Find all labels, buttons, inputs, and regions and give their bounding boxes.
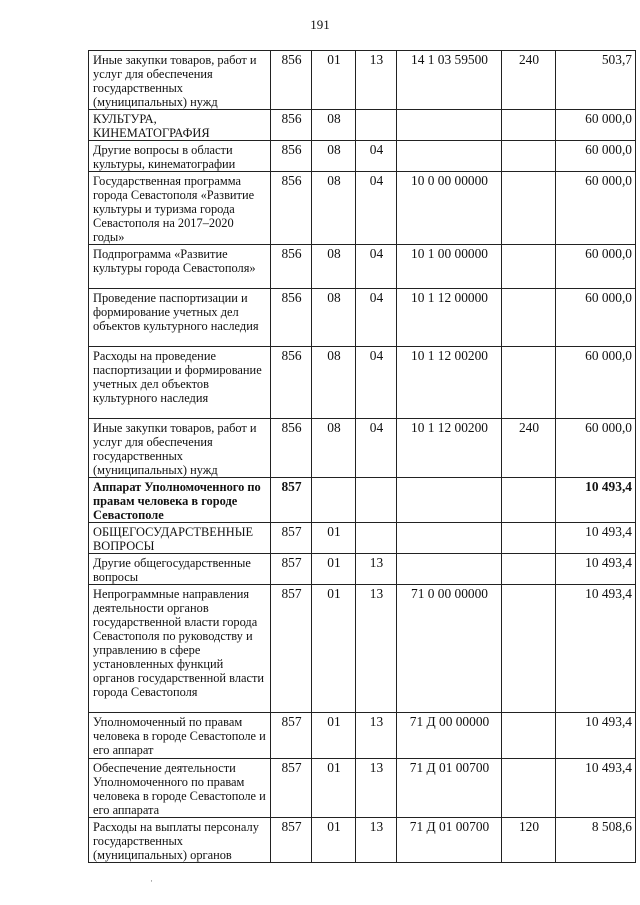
- row-section-cell: [312, 478, 356, 523]
- row-target-article-cell: 10 1 12 00000: [397, 289, 502, 347]
- row-name-cell: КУЛЬТУРА, КИНЕМАТОГРАФИЯ: [89, 110, 271, 141]
- table-row: [89, 172, 636, 245]
- table-row: [89, 554, 636, 585]
- row-grbs-cell: 856: [271, 172, 312, 245]
- row-subsection-cell: 04: [356, 347, 397, 419]
- row-amount-cell: 10 493,4: [556, 585, 636, 713]
- row-grbs-cell: 857: [271, 713, 312, 759]
- row-grbs-cell: 856: [271, 141, 312, 172]
- budget-table: [88, 50, 636, 863]
- row-target-article-cell: [397, 478, 502, 523]
- row-amount-cell: 60 000,0: [556, 141, 636, 172]
- row-grbs-cell: 857: [271, 554, 312, 585]
- row-target-article-cell: 10 1 12 00200: [397, 347, 502, 419]
- row-subsection-cell: 13: [356, 585, 397, 713]
- row-section-cell: 01: [312, 523, 356, 554]
- row-target-article-cell: 10 0 00 00000: [397, 172, 502, 245]
- row-expense-type-cell: [502, 172, 556, 245]
- row-name-cell: Другие вопросы в области культуры, кинематографии: [89, 141, 271, 172]
- row-subsection-cell: [356, 478, 397, 523]
- row-expense-type-cell: [502, 110, 556, 141]
- row-section-cell: 01: [312, 759, 356, 818]
- row-amount-cell: 60 000,0: [556, 419, 636, 478]
- row-target-article-cell: [397, 523, 502, 554]
- row-section-cell: 08: [312, 289, 356, 347]
- row-target-article-cell: 10 1 00 00000: [397, 245, 502, 289]
- row-subsection-cell: [356, 110, 397, 141]
- row-target-article-cell: 71 Д 01 00700: [397, 818, 502, 863]
- table-row: [89, 141, 636, 172]
- table-row: [89, 419, 636, 478]
- row-target-article-cell: 71 Д 00 00000: [397, 713, 502, 759]
- row-expense-type-cell: [502, 759, 556, 818]
- row-name-cell: Уполномоченный по правам человека в городе Севастополе и его аппарат: [89, 713, 271, 759]
- table-row: [89, 759, 636, 818]
- row-section-cell: 08: [312, 172, 356, 245]
- row-section-cell: 01: [312, 818, 356, 863]
- row-name-cell: Подпрограмма «Развитие культуры города Севастополя»: [89, 245, 271, 289]
- page-number: 191: [310, 17, 330, 32]
- row-subsection-cell: 13: [356, 51, 397, 110]
- row-expense-type-cell: 240: [502, 51, 556, 110]
- row-name-cell: Государственная программа города Севастополя «Развитие культуры и туризма города Севастополя на 2017–2020 годы»: [89, 172, 271, 245]
- row-expense-type-cell: [502, 585, 556, 713]
- row-subsection-cell: 04: [356, 419, 397, 478]
- row-subsection-cell: 04: [356, 141, 397, 172]
- table-row: [89, 713, 636, 759]
- row-expense-type-cell: [502, 245, 556, 289]
- row-expense-type-cell: [502, 478, 556, 523]
- row-grbs-cell: 857: [271, 478, 312, 523]
- row-name-cell: Расходы на проведение паспортизации и формирование учетных дел объектов культурного наследия: [89, 347, 271, 419]
- row-section-cell: 08: [312, 110, 356, 141]
- table-row: [89, 478, 636, 523]
- table-row: [89, 347, 636, 419]
- row-expense-type-cell: [502, 554, 556, 585]
- row-amount-cell: 10 493,4: [556, 713, 636, 759]
- row-target-article-cell: 71 Д 01 00700: [397, 759, 502, 818]
- row-grbs-cell: 856: [271, 245, 312, 289]
- row-amount-cell: 60 000,0: [556, 347, 636, 419]
- row-subsection-cell: 04: [356, 245, 397, 289]
- row-target-article-cell: 10 1 12 00200: [397, 419, 502, 478]
- row-section-cell: 08: [312, 419, 356, 478]
- row-target-article-cell: 14 1 03 59500: [397, 51, 502, 110]
- row-expense-type-cell: 120: [502, 818, 556, 863]
- row-target-article-cell: [397, 110, 502, 141]
- row-subsection-cell: 13: [356, 818, 397, 863]
- row-amount-cell: 10 493,4: [556, 554, 636, 585]
- row-grbs-cell: 856: [271, 347, 312, 419]
- row-target-article-cell: 71 0 00 00000: [397, 585, 502, 713]
- row-amount-cell: 60 000,0: [556, 289, 636, 347]
- scan-speck: ·: [150, 876, 153, 886]
- row-amount-cell: 10 493,4: [556, 759, 636, 818]
- row-grbs-cell: 857: [271, 818, 312, 863]
- row-expense-type-cell: [502, 289, 556, 347]
- row-section-cell: 01: [312, 713, 356, 759]
- row-name-cell: Проведение паспортизации и формирование учетных дел объектов культурного наследия: [89, 289, 271, 347]
- row-expense-type-cell: [502, 141, 556, 172]
- row-name-cell: Другие общегосударственные вопросы: [89, 554, 271, 585]
- row-name-cell: Иные закупки товаров, работ и услуг для обеспечения государственных (муниципальных) нужд: [89, 419, 271, 478]
- row-target-article-cell: [397, 141, 502, 172]
- row-target-article-cell: [397, 554, 502, 585]
- row-section-cell: 01: [312, 51, 356, 110]
- row-amount-cell: 8 508,6: [556, 818, 636, 863]
- row-amount-cell: 60 000,0: [556, 172, 636, 245]
- row-subsection-cell: 13: [356, 713, 397, 759]
- row-amount-cell: 10 493,4: [556, 478, 636, 523]
- row-expense-type-cell: [502, 713, 556, 759]
- row-name-cell: Аппарат Уполномоченного по правам человека в городе Севастополе: [89, 478, 271, 523]
- row-amount-cell: 60 000,0: [556, 110, 636, 141]
- row-grbs-cell: 856: [271, 110, 312, 141]
- row-expense-type-cell: [502, 347, 556, 419]
- table-row: [89, 245, 636, 289]
- row-subsection-cell: [356, 523, 397, 554]
- row-name-cell: Расходы на выплаты персоналу государственных (муниципальных) органов: [89, 818, 271, 863]
- row-grbs-cell: 857: [271, 585, 312, 713]
- row-section-cell: 08: [312, 141, 356, 172]
- row-section-cell: 01: [312, 585, 356, 713]
- row-subsection-cell: 04: [356, 172, 397, 245]
- row-subsection-cell: 13: [356, 554, 397, 585]
- table-row: [89, 110, 636, 141]
- row-amount-cell: 503,7: [556, 51, 636, 110]
- row-amount-cell: 60 000,0: [556, 245, 636, 289]
- table-row: [89, 585, 636, 713]
- row-grbs-cell: 856: [271, 419, 312, 478]
- row-name-cell: Обеспечение деятельности Уполномоченного по правам человека в городе Севастополе и его аппарата: [89, 759, 271, 818]
- row-grbs-cell: 857: [271, 523, 312, 554]
- table-row: [89, 523, 636, 554]
- row-section-cell: 01: [312, 554, 356, 585]
- budget-table-body: [89, 51, 636, 863]
- row-name-cell: Иные закупки товаров, работ и услуг для обеспечения государственных (муниципальных) нужд: [89, 51, 271, 110]
- row-section-cell: 08: [312, 347, 356, 419]
- table-row: [89, 51, 636, 110]
- row-subsection-cell: 04: [356, 289, 397, 347]
- row-amount-cell: 10 493,4: [556, 523, 636, 554]
- row-section-cell: 08: [312, 245, 356, 289]
- row-expense-type-cell: 240: [502, 419, 556, 478]
- table-row: [89, 818, 636, 863]
- row-grbs-cell: 857: [271, 759, 312, 818]
- row-grbs-cell: 856: [271, 51, 312, 110]
- row-subsection-cell: 13: [356, 759, 397, 818]
- row-name-cell: Непрограммные направления деятельности органов государственной власти города Севастополя по руководству и управлению в сфере установленных функций органов государственной власти города Севастополя: [89, 585, 271, 713]
- row-grbs-cell: 856: [271, 289, 312, 347]
- table-row: [89, 289, 636, 347]
- row-expense-type-cell: [502, 523, 556, 554]
- row-name-cell: ОБЩЕГОСУДАРСТВЕННЫЕ ВОПРОСЫ: [89, 523, 271, 554]
